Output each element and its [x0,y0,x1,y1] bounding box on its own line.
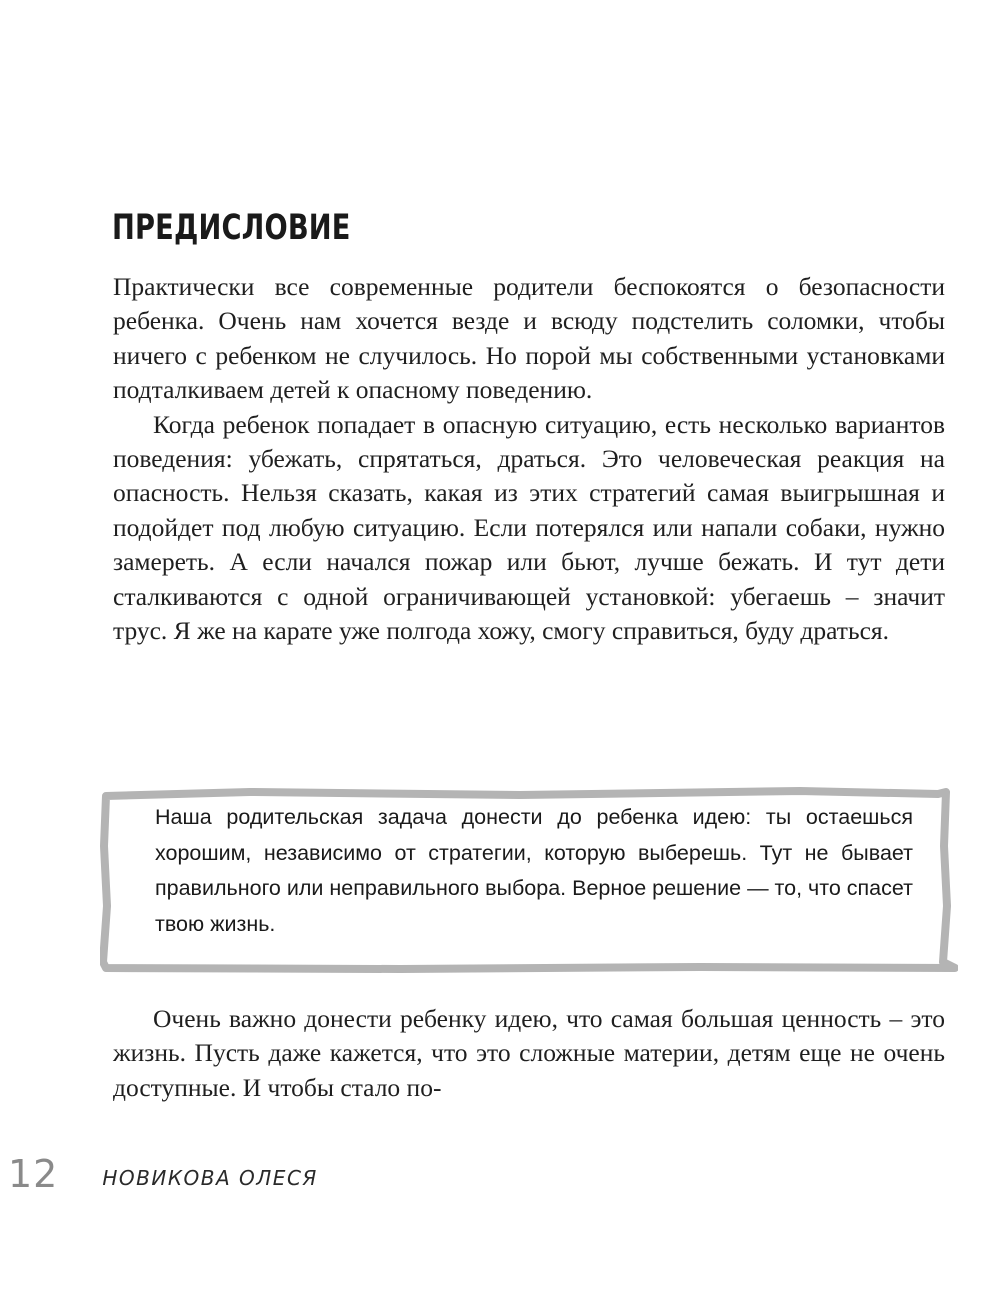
intro-text [113,270,945,648]
author-name: НОВИКОВА ОЛЕСЯ [102,1166,318,1190]
page-number: 12 [8,1152,59,1196]
paragraph-2: Когда ребенок попадает в опасную ситуацию, есть несколько вариантов поведения: убежать, спрятаться, драться. Это человеческая реакция на опасность. Нельзя сказать, какая из этих стратегий самая выигрышная и подойдет под любую ситуацию. Если потерялся или напали собаки, нужно замереть. А если начался пожар или бьют, лучше бежать. И тут дети сталкиваются с одной ограничивающей установкой: убегаешь – значит трус. Я же на карате уже полгода хожу, смогу справиться, буду драться. [113,409,945,646]
closing-text [113,1002,945,1105]
paragraph-1: Практически все современные родители беспокоятся о безопасности ребенка. Очень нам хочется везде и всюду подстелить соломки, чтобы ничего с ребенком не случилось. Но порой мы собственными установками подталкиваем детей к опасному поведению. [113,272,945,405]
page-footer [8,1152,318,1196]
callout-text: Наша родительская задача донести до ребенка идею: ты остаешься хорошим, независимо от стратегии, которую выберешь. Тут не бывает правильного или неправильного выбора. Верное решение — то, что спасет твою жизнь. [155,805,913,936]
callout-box [100,786,958,974]
chapter-title: ПРЕДИСЛОВИЕ [112,208,351,248]
paragraph-3: Очень важно донести ребенку идею, что самая большая ценность – это жизнь. Пусть даже кажется, что это сложные материи, детям еще не очень доступные. И чтобы стало по- [113,1004,945,1102]
